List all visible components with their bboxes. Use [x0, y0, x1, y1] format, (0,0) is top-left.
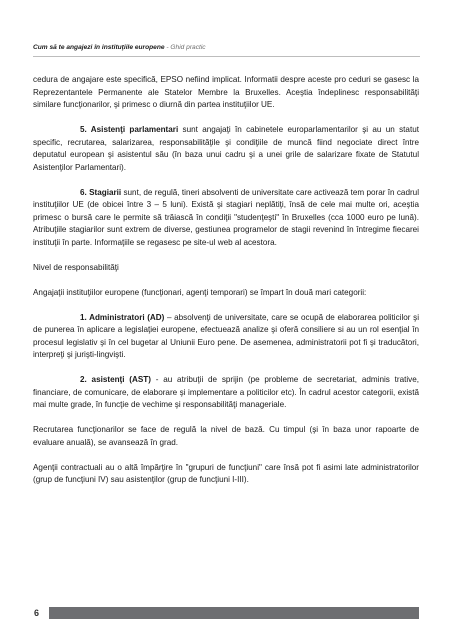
paragraph-parliamentary-assistants [33, 124, 419, 174]
paragraph-trainees [33, 187, 419, 250]
trainees-label: 6. Stagiarii [80, 187, 122, 197]
paragraph-administrators [33, 312, 419, 362]
administrators-label: 1. Administratori (AD) [80, 312, 165, 322]
header-title: Cum să te angajezi în instituţiile europene [33, 44, 165, 51]
section-heading-responsibility: Nivel de responsabilităţi [33, 262, 119, 272]
header-subtitle: Ghid practic [170, 44, 206, 51]
header-rule [33, 56, 420, 57]
footer-bar [49, 607, 419, 619]
paragraph-categories-intro: Angajaţii instituţiilor europene (funcţionari, agenţi temporari) se împart în două mari categorii: [33, 287, 367, 297]
paragraph-assistants [33, 374, 419, 412]
assistants-label: 2. asistenţi (AST) [80, 375, 151, 384]
page-body [33, 74, 419, 487]
assistants-text: - au atribuţii de sprijin (pe probleme de secretariat, adminis trative, financiare, de comunicare, de elaborare şi implementare a politicilor etc). În cadrul acestor categorii, există mai multe grade, în funcţie de vechime şi responsabilităţi manageriale. [33, 375, 419, 409]
parliamentary-assistants-text: sunt angajaţi în cabinetele europarlamentarilor şi au un statut specific, recrutarea, salarizarea, responsabilităţile şi condiţiile de muncă fiind negociate direct între deputatul european şi asistentul său (în baza unui cadru şi a unei grile de salarizare fixate de Statutul Asistenţilor Parlamentari). [33, 125, 419, 172]
paragraph-recruitment: Recrutarea funcţionarilor se face de regulă la nivel de bază. Cu timpul (şi în baza unor rapoarte de evaluare anuală), se avansează în grad. [33, 425, 419, 447]
administrators-text: – absolvenţi de universitate, care se ocupă de elaborarea politicilor şi de punerea în aplicare a legislaţiei europene, efectuează analize şi oferă consiliere si au un rol esenţial în procesul legislativ şi în cel bugetar al Uniunii Euro pene. De asemenea, administratorii pot fi şi traducători, interpreţi şi jurişti-lingvişti. [33, 312, 419, 359]
paragraph-contract-agents: Agenţii contractuali au o altă împărţire în "grupuri de funcţiuni" care însă pot fi asimi late administratorilor (grup de funcţiuni IV) sau asistenţilor (grup de funcţiuni I-III). [33, 462, 419, 484]
trainees-text: sunt, de regulă, tineri absolventi de universitate care activează tem porar în cadrul instituţiilor UE (de obicei între 3 – 5 luni). Există şi stagiari neplătiţi, însă de cele mai multe ori, aceştia primesc o bursă care le permite să trăiască în condiţii "studenţeşti" în Bruxelles (cca 1000 euro pe lună). Atribuţiile stagiarilor sunt extrem de diverse, gestiunea programelor de stagii revenind în întregime fiecarei instituţii în parte. Informaţiile se regasesc pe site-ul web al acestora. [33, 187, 419, 247]
running-header [33, 44, 206, 52]
paragraph-epso-continuation: cedura de angajare este specifică, EPSO nefiind implicat. Informatii despre aceste pro ceduri se gasesc la Reprezentantele Permanente ale Statelor Membre la Bruxelles. Aceştia îndeplinesc responsabilităţi similare funcţionarilor, şi primesc o diurnă din partea instituţiilor UE. [33, 75, 419, 109]
header-separator: - [164, 44, 171, 51]
parliamentary-assistants-label: 5. Asistenţi parlamentari [80, 125, 179, 134]
page-number: 6 [34, 608, 40, 618]
